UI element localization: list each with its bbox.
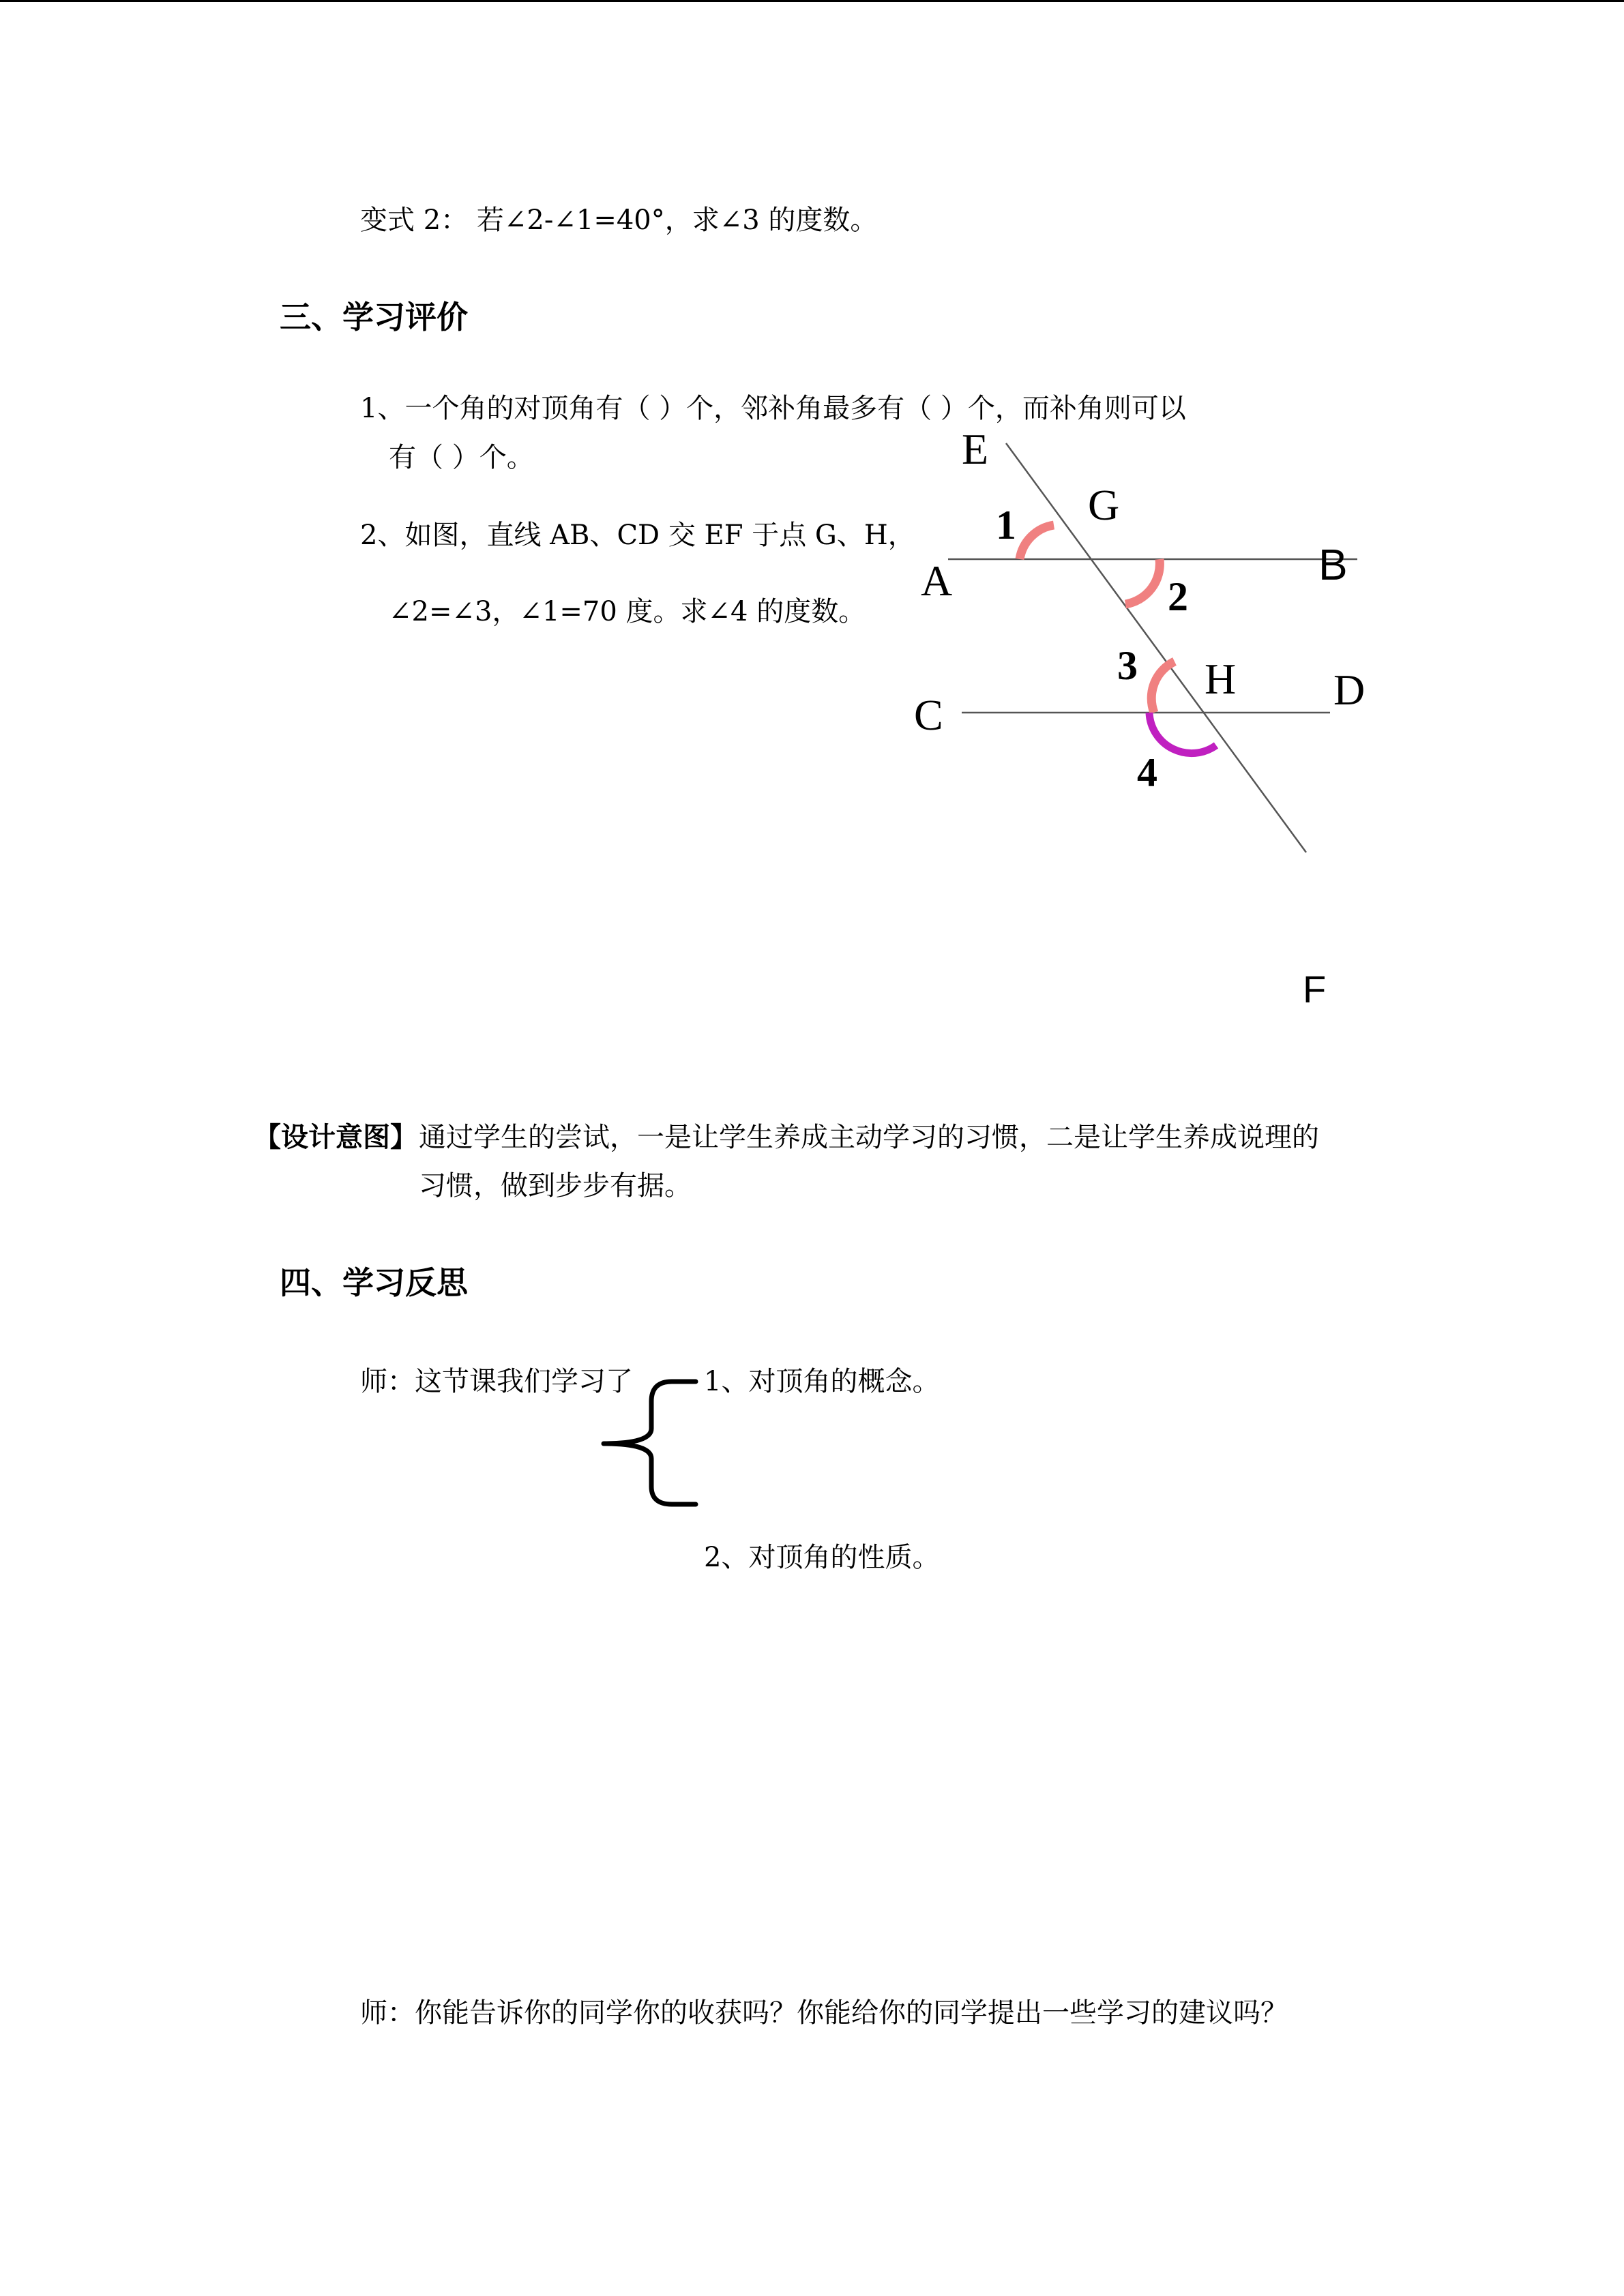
curly-brace [600, 1371, 703, 1507]
section-4-heading: 四、学习反思 [280, 1264, 468, 1301]
section-3-heading: 三、学习评价 [280, 299, 468, 336]
question-1-line-1: 1、一个角的对顶角有（ ）个，邻补角最多有（ ）个，而补角则可以 [360, 393, 1186, 424]
label-angle-2: 2 [1168, 574, 1188, 619]
label-point-a: A [921, 556, 953, 605]
label-point-e: E [962, 425, 989, 473]
label-point-c: C [914, 691, 943, 739]
label-point-f: F [1303, 968, 1327, 1011]
angle-4-arc [1149, 713, 1216, 754]
design-intent-line-1: 通过学生的尝试，一是让学生养成主动学习的习惯，二是让学生养成说理的 [419, 1122, 1319, 1153]
teacher-closing-question: 师：你能告诉你的同学你的收获吗？你能给你的同学提出一些学习的建议吗？ [360, 1997, 1288, 2029]
teacher-intro: 师：这节课我们学习了 [360, 1366, 633, 1397]
question-2-line-1: 2、如图，直线 AB、CD 交 EF 于点 G、H， [360, 520, 915, 551]
page-top-border [0, 0, 1624, 2]
summary-item-2: 2、对顶角的性质。 [704, 1542, 940, 1573]
geometry-figure [887, 409, 1405, 1023]
angle-1-arc [1020, 525, 1054, 559]
design-intent-line-2: 习惯，做到步步有据。 [419, 1170, 692, 1202]
label-angle-1: 1 [996, 503, 1016, 548]
label-point-g: G [1088, 481, 1120, 529]
variant-2-question: 变式 2： 若∠2-∠1=40°，求∠3 的度数。 [360, 205, 878, 236]
question-1-line-2: 有（ ）个。 [389, 442, 534, 473]
label-point-d: D [1333, 666, 1365, 714]
label-point-b: B [1318, 540, 1348, 589]
label-angle-3: 3 [1117, 643, 1138, 688]
label-angle-4: 4 [1137, 750, 1157, 795]
design-intent-label: 【设计意图】 [254, 1122, 417, 1153]
angle-2-arc [1125, 559, 1160, 604]
question-2-line-2: ∠2=∠3，∠1=70 度。求∠4 的度数。 [389, 596, 866, 627]
summary-item-1: 1、对顶角的概念。 [704, 1366, 940, 1397]
label-point-h: H [1205, 655, 1237, 703]
